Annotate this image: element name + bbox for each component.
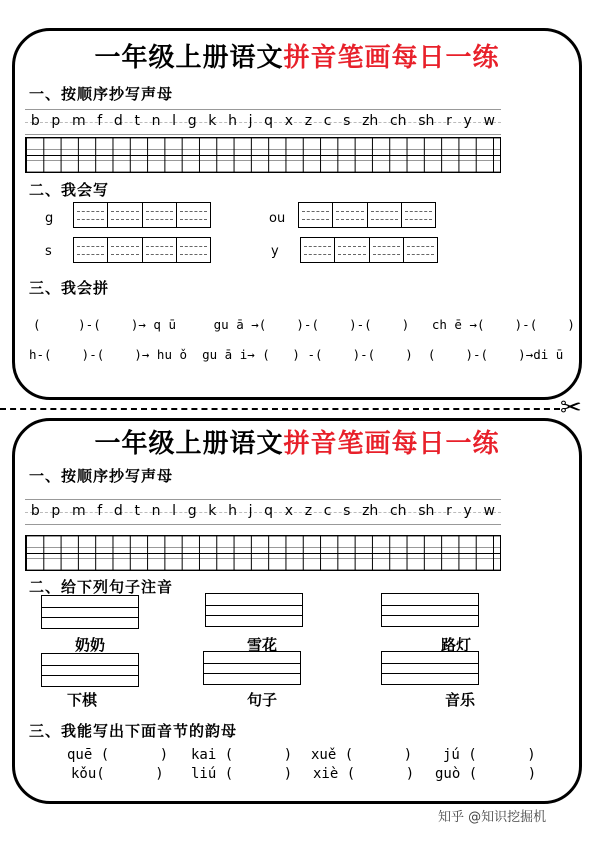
syllable-item[interactable]: jú ( ) bbox=[443, 747, 536, 763]
initial-letter: g bbox=[187, 113, 197, 129]
initials-sequence bbox=[25, 503, 501, 519]
initial-letter: h bbox=[228, 503, 237, 519]
worksheet-title-1 bbox=[15, 37, 579, 74]
worksheet-card-1 bbox=[12, 28, 582, 400]
initial-letter: z bbox=[304, 503, 313, 519]
title-red-part: 拼音笔画每日一练 bbox=[283, 43, 500, 73]
initial-letter: f bbox=[97, 113, 103, 129]
syllable-item[interactable]: kǒu( ) bbox=[71, 766, 164, 782]
initial-letter: j bbox=[248, 503, 253, 519]
section-heading-1: 一、按顺序抄写声母 bbox=[29, 85, 174, 103]
syllable-item[interactable]: xuě ( ) bbox=[311, 747, 413, 763]
initial-letter: x bbox=[284, 503, 294, 519]
initial-letter: n bbox=[151, 503, 161, 519]
initial-letter: m bbox=[71, 503, 86, 519]
scissors-icon: ✂ bbox=[560, 393, 582, 423]
initial-letter: b bbox=[30, 113, 40, 129]
initial-letter: y bbox=[463, 113, 472, 129]
pinyin-box-3[interactable] bbox=[381, 593, 479, 627]
initial-letter: q bbox=[264, 503, 274, 519]
section-heading-2: 二、给下列句子注音 bbox=[29, 578, 174, 596]
initial-letter: c bbox=[323, 113, 332, 129]
write-label-ou: ou bbox=[269, 211, 286, 226]
write-box-y[interactable] bbox=[300, 237, 438, 263]
syllable-item[interactable]: guò ( ) bbox=[435, 766, 537, 782]
copy-writing-grid[interactable] bbox=[25, 535, 501, 571]
write-label-g: g bbox=[45, 211, 54, 226]
initial-letter: f bbox=[97, 503, 103, 519]
initial-letter: w bbox=[483, 113, 495, 129]
write-label-y: y bbox=[271, 244, 279, 259]
write-box-s[interactable] bbox=[73, 237, 211, 263]
copy-writing-grid[interactable] bbox=[25, 137, 501, 173]
worksheet-card-2 bbox=[12, 418, 582, 804]
initial-letter: sh bbox=[418, 503, 435, 519]
initial-letter: m bbox=[71, 113, 86, 129]
pinyin-box-6[interactable] bbox=[381, 651, 479, 685]
initial-letter: zh bbox=[362, 113, 379, 129]
syllable-item[interactable]: xiè ( ) bbox=[313, 766, 415, 782]
initial-letter: j bbox=[248, 113, 253, 129]
initials-sequence bbox=[25, 113, 501, 129]
initial-letter: s bbox=[343, 113, 351, 129]
initial-letter: k bbox=[208, 503, 217, 519]
initial-letter: h bbox=[228, 113, 237, 129]
title-red-part: 拼音笔画每日一练 bbox=[283, 429, 500, 459]
initial-letter: q bbox=[264, 113, 274, 129]
write-box-ou[interactable] bbox=[298, 202, 436, 228]
initial-letter: p bbox=[51, 503, 61, 519]
word-label: 句子 bbox=[247, 691, 278, 709]
initial-letter: z bbox=[304, 113, 313, 129]
initial-letter: l bbox=[172, 113, 177, 129]
word-label: 下棋 bbox=[67, 691, 98, 709]
initial-letter: b bbox=[30, 503, 40, 519]
section-heading-1: 一、按顺序抄写声母 bbox=[29, 467, 174, 485]
initial-letter: d bbox=[113, 113, 123, 129]
syllable-item[interactable]: quē ( ) bbox=[67, 747, 169, 763]
section-heading-3: 三、我会拼 bbox=[29, 279, 110, 297]
worksheet-title-2 bbox=[15, 423, 579, 460]
initial-letter: w bbox=[483, 503, 495, 519]
title-black-part: 一年级上册语文 bbox=[94, 429, 284, 459]
watermark: 知乎 @知识挖掘机 bbox=[438, 810, 547, 825]
syllable-item[interactable]: liú ( ) bbox=[191, 766, 293, 782]
initial-letter: k bbox=[208, 113, 217, 129]
pinyin-box-2[interactable] bbox=[205, 593, 303, 627]
write-box-g[interactable] bbox=[73, 202, 211, 228]
write-label-s: s bbox=[45, 244, 52, 259]
pinyin-box-1[interactable] bbox=[41, 595, 139, 629]
section-heading-2: 二、我会写 bbox=[29, 181, 110, 199]
word-label: 雪花 bbox=[247, 636, 278, 654]
initial-letter: n bbox=[151, 113, 161, 129]
syllable-item[interactable]: kai ( ) bbox=[191, 747, 293, 763]
pinyin-box-5[interactable] bbox=[203, 651, 301, 685]
initial-letter: s bbox=[343, 503, 351, 519]
initial-letter: zh bbox=[362, 503, 379, 519]
word-label: 路灯 bbox=[441, 636, 472, 654]
initial-letter: t bbox=[134, 503, 140, 519]
initial-letter: c bbox=[323, 503, 332, 519]
word-label: 音乐 bbox=[445, 691, 476, 709]
initial-letter: y bbox=[463, 503, 472, 519]
initial-letter: l bbox=[172, 503, 177, 519]
pinyin-box-4[interactable] bbox=[41, 653, 139, 687]
initial-letter: r bbox=[446, 503, 452, 519]
initial-letter: d bbox=[113, 503, 123, 519]
initial-letter: r bbox=[446, 113, 452, 129]
initial-letter: p bbox=[51, 113, 61, 129]
initial-letter: sh bbox=[418, 113, 435, 129]
initial-letter: x bbox=[284, 113, 294, 129]
initial-letter: ch bbox=[389, 113, 407, 129]
spelling-row-1[interactable]: ( )-( )→ q ū gu ā →( )-( )-( ) ch ē →( )-( ) bbox=[33, 317, 575, 332]
section-heading-3: 三、我能写出下面音节的韵母 bbox=[29, 722, 238, 740]
title-black-part: 一年级上册语文 bbox=[94, 43, 284, 73]
word-label: 奶奶 bbox=[75, 636, 106, 654]
initial-letter: t bbox=[134, 113, 140, 129]
spelling-row-2[interactable]: h-( )-( )→ hu ǒ gu ā i→ ( ) -( )-( ) ( )-( )→di ū bbox=[29, 347, 564, 362]
initial-letter: ch bbox=[389, 503, 407, 519]
initial-letter: g bbox=[187, 503, 197, 519]
cut-line bbox=[0, 408, 560, 410]
